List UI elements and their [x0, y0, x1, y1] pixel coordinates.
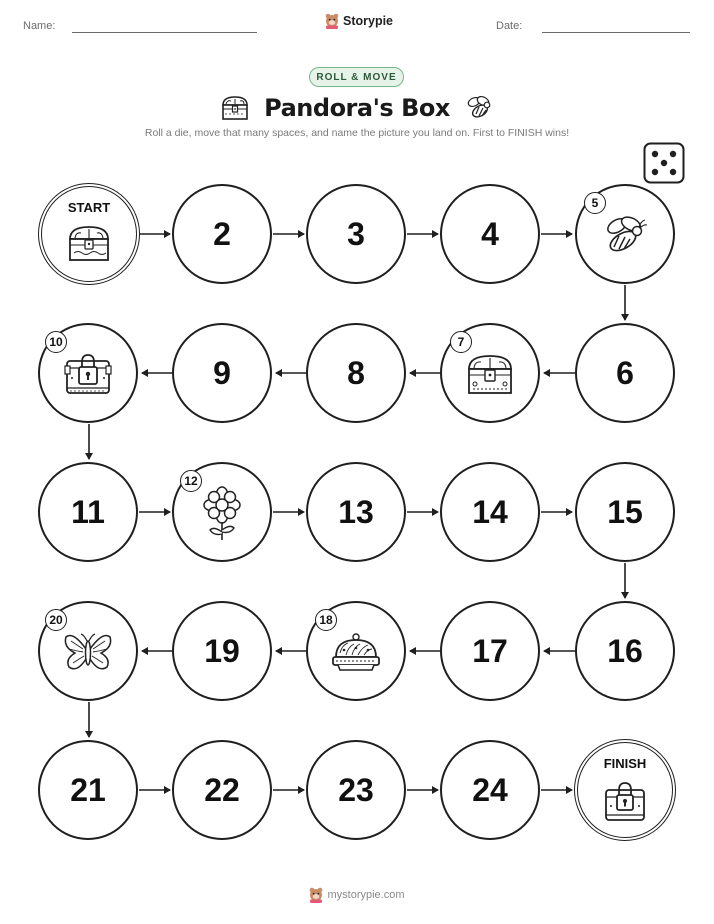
page-title: Pandora's Box — [264, 94, 450, 122]
space-number: 14 — [472, 493, 508, 530]
board-space — [440, 184, 540, 284]
locked-box-icon — [63, 353, 113, 399]
jeweled-box-icon — [330, 633, 382, 673]
space-number: 21 — [70, 771, 106, 808]
space-badge: 10 — [45, 331, 67, 353]
space-number: 9 — [213, 354, 231, 391]
name-label: Name: — [23, 20, 56, 32]
space-number: 11 — [71, 493, 105, 530]
finish-label: FINISH — [603, 756, 647, 771]
space-badge: 7 — [450, 331, 472, 353]
space-number: 2 — [213, 215, 231, 252]
start-space — [38, 183, 140, 285]
board-space — [440, 601, 540, 701]
space-badge: 12 — [180, 470, 202, 492]
board-space — [172, 740, 272, 840]
board-space — [440, 740, 540, 840]
space-number: 13 — [338, 493, 374, 530]
board-space — [38, 740, 138, 840]
space-badge: 18 — [315, 609, 337, 631]
finish-space — [574, 739, 676, 841]
board-space — [440, 462, 540, 562]
space-badge: 20 — [45, 609, 67, 631]
board-space — [38, 462, 138, 562]
space-number: 22 — [204, 771, 240, 808]
brand-name: Storypie — [343, 14, 394, 28]
space-number: 19 — [204, 632, 240, 669]
space-number: 16 — [607, 632, 643, 669]
butterfly-icon — [63, 631, 113, 675]
board-space — [575, 323, 675, 423]
bear-icon — [309, 887, 323, 903]
footer-site[interactable]: mystorypie.com — [327, 889, 405, 901]
space-number: 6 — [616, 354, 634, 391]
board-space — [306, 462, 406, 562]
flower-icon — [202, 486, 242, 542]
board-space — [172, 184, 272, 284]
start-label: START — [67, 200, 111, 215]
footer — [0, 887, 714, 903]
board-space — [306, 740, 406, 840]
board-space — [306, 323, 406, 423]
space-number: 17 — [472, 632, 508, 669]
space-number: 24 — [472, 771, 508, 808]
space-number: 15 — [607, 493, 643, 530]
board-space — [575, 601, 675, 701]
instructions: Roll a die, move that many spaces, and name the picture you land on. First to FINISH wins! — [144, 127, 570, 139]
locked-box-icon — [602, 780, 648, 824]
space-badge: 5 — [584, 192, 606, 214]
space-number: 4 — [481, 215, 499, 252]
treasure-chest-icon — [66, 224, 112, 264]
board-space — [575, 462, 675, 562]
board-space — [306, 184, 406, 284]
space-number: 23 — [338, 771, 374, 808]
board-space — [172, 323, 272, 423]
treasure-chest-icon — [465, 353, 515, 397]
space-number: 3 — [347, 215, 365, 252]
date-label: Date: — [496, 20, 523, 32]
bee-icon — [600, 214, 650, 254]
board-space — [172, 601, 272, 701]
space-number: 8 — [347, 354, 365, 391]
roll-move-badge: ROLL & MOVE — [309, 67, 404, 87]
